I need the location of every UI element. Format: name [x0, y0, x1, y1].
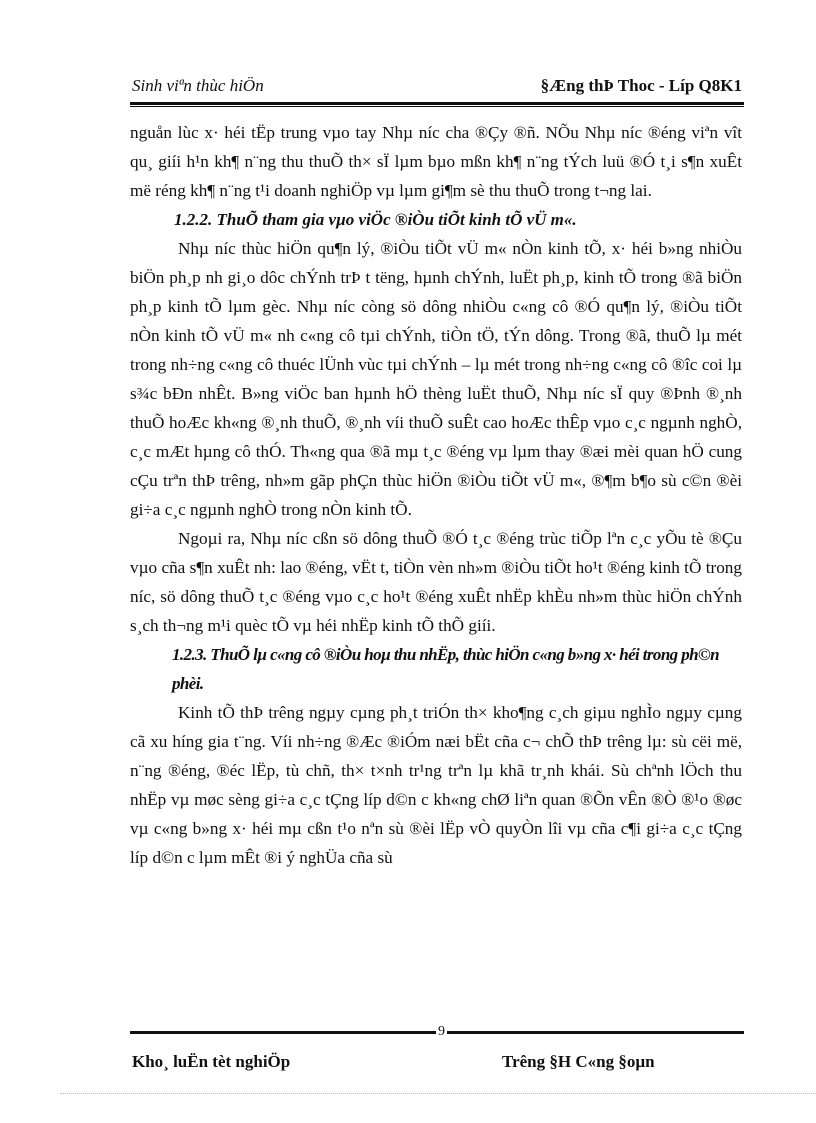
footer-thesis-label: Kho¸ luËn tèt nghiÖp	[132, 1052, 291, 1071]
header-author-class: §Æng thÞ Thoc - Líp Q8K1	[540, 76, 742, 95]
header-student-label: Sinh viªn thùc hiÖn	[132, 76, 264, 95]
page-header	[130, 74, 742, 102]
header-rule	[130, 102, 744, 105]
footer-university: Trêng §H C«ng §oµn	[502, 1052, 655, 1071]
paragraph-1: nguån lùc x· héi tËp trung vµo tay Nhµ níc cha ®Çy ®ñ. NÕu Nhµ níc ®éng viªn vît qu¸ giíi h¹n kh¶ n¨ng thu thuÕ th× sÏ lµm bµo mßn kh¶ n¨ng tÝch luü ®Ó t¸i s¶n xuÊt më réng kh¶ n¨ng t¹i doanh nghiÖp vµ lµm gi¶m sè thu thuÕ trong t¬ng lai.	[130, 123, 742, 200]
paragraph-2: Nhµ níc thùc hiÖn qu¶n lý, ®iÒu tiÕt vÜ m« nÒn kinh tÕ, x· héi b»ng nhiÒu biÖn ph¸p nh gi¸o dôc chÝnh trÞ t tëng, hµnh chÝnh, luËt ph¸p, kinh tÕ trong ®ã biÖn ph¸p kinh tÕ lµm gèc. Nhµ níc còng sö dông nhiÒu c«ng cô ®Ó qu¶n lý, ®iÒu tiÕt nÒn kinh tÕ vÜ m« nh c«ng cô tµi chÝnh, tiÒn tÖ, tÝn dông. Trong ®ã, thuÕ lµ mét trong nh÷ng c«ng cô thuéc lÜnh vùc tµi chÝnh – lµ mét trong nh÷ng c«ng cô ®îc coi lµ s¾c bÐn nhÊt. B»ng viÖc ban hµnh hÖ thèng luËt thuÕ, Nhµ níc sÏ quy ®Þnh ®¸nh thuÕ hoÆc kh«ng ®¸nh thuÕ, ®¸nh víi thuÕ suÊt cao hoÆc thÊp vµo c¸c ngµnh nghÒ, c¸c mÆt hµng cô thÓ. Th«ng qua ®ã mµ t¸c ®éng vµ lµm thay ®æi mèi quan hÖ cung cÇu trªn thÞ trêng, nh»m gãp phÇn thùc hiÖn ®iÒu tiÕt vÜ m«, ®¶m b¶o sù c©n ®èi gi÷a c¸c ngµnh nghÒ trong nÒn kinh tÕ.	[130, 239, 742, 519]
page-number: 9	[438, 1024, 445, 1039]
paragraph-3: Ngoµi ra, Nhµ níc cßn sö dông thuÕ ®Ó t¸c ®éng trùc tiÕp lªn c¸c yÕu tè ®Çu vµo cña s¶n xuÊt nh: lao ®éng, vËt t, tiÒn vèn nh»m ®iÒu tiÕt ho¹t ®éng kinh tÕ trong níc, sö dông thuÕ t¸c ®éng vµo c¸c ho¹t ®éng xuÊt nhËp khÈu nh»m thùc hiÖn chÝnh s¸ch th¬ng m¹i quèc tÕ vµ héi nhËp kinh tÕ thÕ giíi.	[130, 529, 742, 635]
section-heading-1-2-3: 1.2.3. ThuÕ lµ c«ng cô ®iÒu hoµ thu nhËp, thùc hiÖn c«ng b»ng x· héi trong ph©n phèi.	[172, 645, 719, 693]
page-footer	[130, 1052, 742, 1078]
section-heading-1-2-2: 1.2.2. ThuÕ tham gia vµo viÖc ®iÒu tiÕt kinh tÕ vÜ m«.	[174, 210, 577, 229]
header-rule-thin	[130, 106, 744, 107]
page-edge-dots	[60, 1093, 816, 1094]
document-body	[130, 118, 742, 872]
paragraph-4: Kinh tÕ thÞ trêng ngµy cµng ph¸t triÓn th× kho¶ng c¸ch giµu nghÌo ngµy cµng cã xu híng gia t¨ng. Víi nh÷ng ®Æc ®iÓm næi bËt cña c¬ chÕ thÞ trêng lµ: sù cëi më, n¨ng ®éng, ®éc lËp, tù chñ, th× t×nh tr¹ng trªn lµ khã tr¸nh khái. Sù chªnh lÖch thu nhËp vµ møc sèng gi÷a c¸c tÇng líp d©n c kh«ng chØ liªn quan ®Õn vÊn ®Ò ®¹o ®øc vµ c«ng b»ng x· héi mµ cßn t¹o nªn sù ®èi lËp vÒ quyÒn lîi vµ cña c¶i gi÷a c¸c tÇng líp d©n c lµm mÊt ®i ý nghÜa cña sù	[130, 703, 742, 867]
